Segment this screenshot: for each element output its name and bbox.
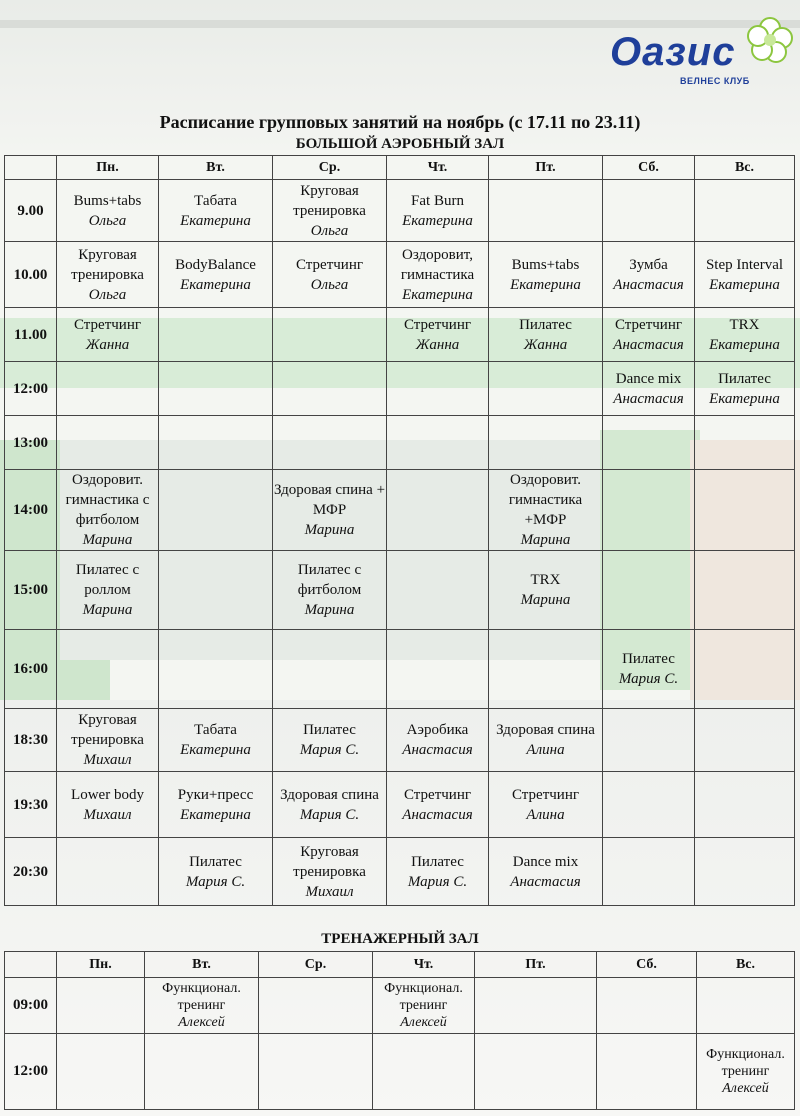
hall2-schedule-table [4,951,795,1110]
class-name: TRX [729,316,760,333]
schedule-cell [695,180,795,242]
instructor-name: Екатерина [510,276,581,293]
schedule-cell [603,772,695,838]
instructor-name: Анастасия [613,336,684,353]
instructor-name: Алина [526,806,565,823]
hall1-schedule-table [4,155,795,906]
schedule-cell [603,180,695,242]
table-row [5,180,795,242]
instructor-name: Екатерина [709,390,780,407]
day-header: Пт. [489,156,603,180]
schedule-cell [387,838,489,906]
schedule-cell [159,772,273,838]
class-name: Табата [194,722,237,738]
schedule-cell [603,242,695,308]
schedule-cell [695,838,795,906]
class-name: Step Interval [705,256,784,273]
table-row [5,416,795,470]
class-name: Пилатес с фитболом [297,562,362,598]
instructor-name: Алексей [722,1081,769,1096]
class-name: Пилатес [303,722,356,738]
schedule-cell [695,772,795,838]
class-name: Bums+tabs [511,256,580,273]
class-name: Здоровая спина + МФР [273,482,386,518]
table-row [5,1034,795,1110]
schedule-cell [603,551,695,630]
class-name: Круговая тренировка [71,712,144,748]
schedule-cell [387,416,489,470]
schedule-cell [159,470,273,551]
instructor-name: Екатерина [709,276,780,293]
schedule-cell [603,308,695,362]
time-cell: 11.00 [5,308,57,362]
instructor-name: Мария С. [299,742,360,758]
schedule-cell [159,709,273,772]
schedule-cell [387,242,489,308]
instructor-name: Михаил [305,883,354,900]
day-header: Пн. [57,952,145,978]
instructor-name: Жанна [523,336,568,353]
schedule-cell [57,470,159,551]
day-header: Ср. [273,156,387,180]
instructor-name: Ольга [88,212,127,229]
instructor-name: Жанна [85,336,130,353]
day-header: Вс. [695,156,795,180]
class-name: Зумба [629,256,668,273]
day-header: Вт. [145,952,259,978]
schedule-cell [489,416,603,470]
instructor-name: Михаил [83,752,132,768]
header-row [5,952,795,978]
schedule-cell [57,1034,145,1110]
schedule-cell [145,978,259,1034]
instructor-name: Михаил [83,806,132,823]
time-cell: 19:30 [5,772,57,838]
instructor-name: Мария С. [299,806,360,823]
schedule-cell [387,709,489,772]
instructor-name: Екатерина [709,336,780,353]
schedule-cell [387,308,489,362]
day-header: Чт. [373,952,475,978]
hall1-title: БОЛЬШОЙ АЭРОБНЫЙ ЗАЛ [295,136,505,152]
instructor-name: Мария С. [407,873,468,890]
day-header: Сб. [603,156,695,180]
schedule-cell [695,308,795,362]
schedule-cell [603,416,695,470]
schedule-cell [159,362,273,416]
time-cell: 09:00 [5,978,57,1034]
schedule-cell [697,978,795,1034]
table-row [5,551,795,630]
schedule-cell [159,630,273,709]
schedule-cell [603,630,695,709]
schedule-cell [57,416,159,470]
page-title: Расписание групповых занятий на ноябрь (с 17.11 по 23.11) [159,112,641,132]
schedule-cell [273,242,387,308]
class-name: Fat Burn [411,192,464,209]
instructor-name: Екатерина [180,212,251,229]
class-name: Стретчинг [614,316,682,333]
instructor-name: Анастасия [613,390,684,407]
class-name: Функционал. тренинг [384,981,463,1013]
class-name: Табата [194,192,237,209]
schedule-cell [57,838,159,906]
schedule-cell [273,838,387,906]
class-name: TRX [530,572,561,588]
schedule-cell [159,242,273,308]
time-cell: 15:00 [5,551,57,630]
hall2-title: ТРЕНАЖЕРНЫЙ ЗАЛ [321,931,479,947]
time-cell: 13:00 [5,416,57,470]
schedule-cell [489,551,603,630]
day-header: Ср. [259,952,373,978]
schedule-cell [387,470,489,551]
class-name: Круговая тренировка [71,246,144,283]
table-row [5,470,795,551]
schedule-cell [273,362,387,416]
schedule-cell [373,978,475,1034]
instructor-name: Анастасия [402,806,473,823]
class-name: Lower body [71,786,144,803]
class-name: Функционал. тренинг [706,1047,785,1079]
schedule-cell [489,630,603,709]
schedule-cell [695,630,795,709]
schedule-cell [57,978,145,1034]
schedule-cell [489,470,603,551]
instructor-name: Марина [82,602,133,618]
class-name: Стретчинг [403,786,471,803]
class-name: Стретчинг [511,786,579,803]
class-name: Здоровая спина [280,786,379,803]
instructor-name: Жанна [415,336,460,353]
schedule-cell [159,180,273,242]
schedule-cell [273,416,387,470]
instructor-name: Екатерина [402,212,473,229]
class-name: BodyBalance [175,256,256,273]
table-row [5,242,795,308]
schedule-cell [57,362,159,416]
class-name: Оздоровит. гимнастика с фитболом [65,472,150,528]
schedule-cell [273,470,387,551]
class-name: Аэробика [406,722,469,738]
schedule-cell [489,362,603,416]
class-name: Здоровая спина [496,722,595,738]
schedule-cell [273,551,387,630]
schedule-cell [57,180,159,242]
instructor-name: Марина [304,522,355,538]
table-row [5,630,795,709]
header-row [5,156,795,180]
logo-name: Оазис [610,30,736,74]
time-cell: 16:00 [5,630,57,709]
instructor-name: Ольга [310,276,349,293]
time-cell: 10.00 [5,242,57,308]
schedule-cell [159,838,273,906]
table-row [5,772,795,838]
instructor-name: Алина [526,742,565,758]
schedule-cell [387,551,489,630]
schedule-cell [159,308,273,362]
day-header: Пн. [57,156,159,180]
schedule-cell [489,838,603,906]
instructor-name: Мария С. [618,671,679,687]
class-name: Руки+пресс [177,786,254,803]
day-header: Сб. [597,952,697,978]
class-name: Пилатес [622,651,675,667]
table-row [5,709,795,772]
schedule-cell [695,362,795,416]
class-name: Пилатес с роллом [75,562,140,598]
schedule-cell [597,978,697,1034]
schedule-cell [387,362,489,416]
time-cell: 18:30 [5,709,57,772]
schedule-cell [597,1034,697,1110]
schedule-cell [57,772,159,838]
class-name: Стретчинг [295,256,363,273]
instructor-name: Екатерина [402,286,473,303]
time-cell: 12:00 [5,362,57,416]
class-name: Круговая тренировка [293,843,366,880]
table-row [5,978,795,1034]
instructor-name: Ольга [88,286,127,303]
corner-cell [5,952,57,978]
logo-subtitle: ВЕЛНЕС КЛУБ [680,76,750,86]
instructor-name: Марина [520,592,571,608]
class-name: Bums+tabs [73,192,142,209]
schedule-cell [489,772,603,838]
schedule-cell [489,242,603,308]
day-header: Вт. [159,156,273,180]
day-header: Чт. [387,156,489,180]
schedule-cell [489,709,603,772]
class-name: Пилатес [189,853,242,870]
class-name: Пилатес [411,853,464,870]
instructor-name: Марина [304,602,355,618]
schedule-cell [695,242,795,308]
schedule-cell [695,551,795,630]
instructor-name: Екатерина [180,742,251,758]
instructor-name: Екатерина [180,276,251,293]
schedule-cell [273,709,387,772]
flower-icon [746,16,794,64]
schedule-cell [603,709,695,772]
instructor-name: Мария С. [185,873,246,890]
class-name: Оздоровит, гимнастика [400,246,475,283]
instructor-name: Марина [520,532,571,548]
schedule-cell [159,551,273,630]
class-name: Dance mix [512,853,579,870]
class-name: Функционал. тренинг [162,981,241,1013]
schedule-cell [57,551,159,630]
class-name: Пилатес [519,316,572,333]
table-row [5,362,795,416]
schedule-cell [159,416,273,470]
schedule-cell [475,978,597,1034]
schedule-cell [273,630,387,709]
schedule-cell [475,1034,597,1110]
class-name: Пилатес [718,370,771,387]
corner-cell [5,156,57,180]
schedule-cell [603,838,695,906]
schedule-cell [489,308,603,362]
schedule-cell [387,630,489,709]
instructor-name: Анастасия [510,873,581,890]
instructor-name: Ольга [310,222,349,239]
schedule-cell [57,709,159,772]
instructor-name: Анастасия [613,276,684,293]
table-row [5,838,795,906]
time-cell: 20:30 [5,838,57,906]
schedule-cell [603,362,695,416]
schedule-cell [259,978,373,1034]
class-name: Оздоровит. гимнастика +МФР [508,472,583,528]
time-cell: 14:00 [5,470,57,551]
schedule-cell [273,772,387,838]
class-name: Стретчинг [73,316,141,333]
time-cell: 9.00 [5,180,57,242]
schedule-cell [387,772,489,838]
class-name: Круговая тренировка [293,182,366,219]
instructor-name: Марина [82,532,133,548]
schedule-cell [57,630,159,709]
schedule-cell [489,180,603,242]
table-row [5,308,795,362]
schedule-cell [373,1034,475,1110]
schedule-cell [695,416,795,470]
schedule-cell [145,1034,259,1110]
instructor-name: Алексей [400,1015,447,1030]
schedule-cell [57,308,159,362]
schedule-cell [259,1034,373,1110]
schedule-cell [57,242,159,308]
instructor-name: Анастасия [402,742,473,758]
schedule-cell [273,308,387,362]
schedule-cell [695,709,795,772]
instructor-name: Екатерина [180,806,251,823]
schedule-cell [273,180,387,242]
day-header: Вс. [697,952,795,978]
schedule-cell [697,1034,795,1110]
schedule-cell [603,470,695,551]
instructor-name: Алексей [178,1015,225,1030]
day-header: Пт. [475,952,597,978]
class-name: Стретчинг [403,316,471,333]
club-logo [602,16,798,92]
schedule-cell [387,180,489,242]
schedule-cell [695,470,795,551]
time-cell: 12:00 [5,1034,57,1110]
class-name: Dance mix [615,370,682,387]
